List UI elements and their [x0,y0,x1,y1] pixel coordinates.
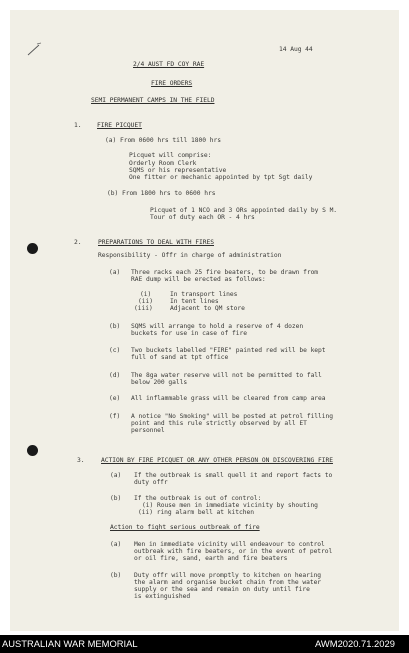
order-line: or oil fire, sand, earth and fire beaters [134,555,288,562]
section-number: 2. [74,239,82,246]
order-line: personnel [131,427,165,434]
document-date: 14 Aug 44 [279,46,313,53]
unit-heading: 2/4 AUST FD COY RAE [133,61,205,68]
sub-item-marker: (iii) [134,305,153,312]
item-marker: (f) [109,413,121,420]
order-line: (ii) ring alarm bell at kitchen [138,509,254,516]
sub-item-marker: (ii) [138,298,153,305]
item-marker: (b) [110,572,122,579]
order-line: Three racks each 25 fire beaters, to be drawn from [131,269,319,276]
document-page [10,10,399,631]
item-marker: (c) [109,347,121,354]
order-line: is extinguished [134,593,191,600]
order-line: Responsibility - Offr in charge of administration [98,252,282,259]
item-marker: (a) [109,269,121,276]
archive-footer [0,635,409,653]
order-line: Orderly Room Clerk [129,160,197,167]
order-line: (a) From 0600 hrs till 1800 hrs [105,137,221,144]
footer-institution: AUSTRALIAN WAR MEMORIAL [2,638,138,649]
order-line: Adjacent to QM store [170,305,245,312]
order-line: RAE dump will be erected as follows: [131,276,266,283]
order-line: All inflammable grass will be cleared from camp area [131,395,326,402]
item-marker: (a) [110,541,122,548]
order-line: SQMS will arrange to hold a reserve of 4 dozen [131,323,304,330]
order-line: (b) From 1800 hrs to 0600 hrs [107,190,216,197]
punch-hole [27,243,38,254]
order-line: outbreak with fire beaters, or in the event of petrol [134,548,333,555]
order-line: The 8ga water reserve will not be permitted to fall [131,372,322,379]
section-number: 3. [77,457,85,464]
order-line: Tour of duty each OR - 4 hrs [150,214,255,221]
order-line: Picquet will comprise: [129,152,212,159]
section-number: 1. [74,122,82,129]
item-marker: (b) [110,495,122,502]
section-heading: PREPARATIONS TO DEAL WITH FIRES [98,239,214,246]
item-marker: (d) [109,372,121,379]
order-line: In tent lines [170,298,219,305]
order-line: SQMS or his representative [129,167,227,174]
item-marker: (e) [109,395,121,402]
document-title: FIRE ORDERS [151,80,193,87]
order-line: Men in immediate vicinity will endeavour to control [134,541,325,548]
item-marker: (b) [109,323,121,330]
sub-item-marker: (i) [140,291,152,298]
order-line: One fitter or mechanic appointed by tpt Sgt daily [129,174,313,181]
order-line: point and this rule strictly observed by all ET [131,420,307,427]
section-heading: FIRE PICQUET [97,122,142,129]
punch-hole [27,445,38,456]
order-line: duty offr [134,479,168,486]
item-marker: (a) [110,472,122,479]
sub-heading: Action to fight serious outbreak of fire [110,524,260,531]
section-heading: ACTION BY FIRE PICQUET OR ANY OTHER PERSON ON DISCOVERING FIRE [101,457,333,464]
order-line: buckets for use in case of fire [131,330,247,337]
order-line: In transport lines [170,291,238,298]
order-line: the alarm and organise bucket chain from the water [134,579,322,586]
document-subtitle: SEMI PERMANENT CAMPS IN THE FIELD [91,97,215,104]
order-line: Two buckets labelled "FIRE" painted red will be kept [131,347,326,354]
order-line: supply or the sea and remain on duty until fire [134,586,310,593]
footer-accession-number: AWM2020.71.2029 [315,638,395,649]
order-line: full of sand at tpt office [131,354,229,361]
order-line: If the outbreak is out of control: [134,495,262,502]
order-line: below 200 galls [131,379,188,386]
order-line: If the outbreak is small quell it and report facts to [134,472,333,479]
order-line: Duty offr will move promptly to kitchen on hearing [134,572,322,579]
order-line: Picquet of 1 NCO and 3 ORs appointed daily by S M. [150,207,338,214]
order-line: (i) Rouse men in immediate vicinity by shouting [142,502,318,509]
order-line: A notice "No Smoking" will be posted at petrol filling [131,413,334,420]
pencil-mark-icon [27,42,43,56]
